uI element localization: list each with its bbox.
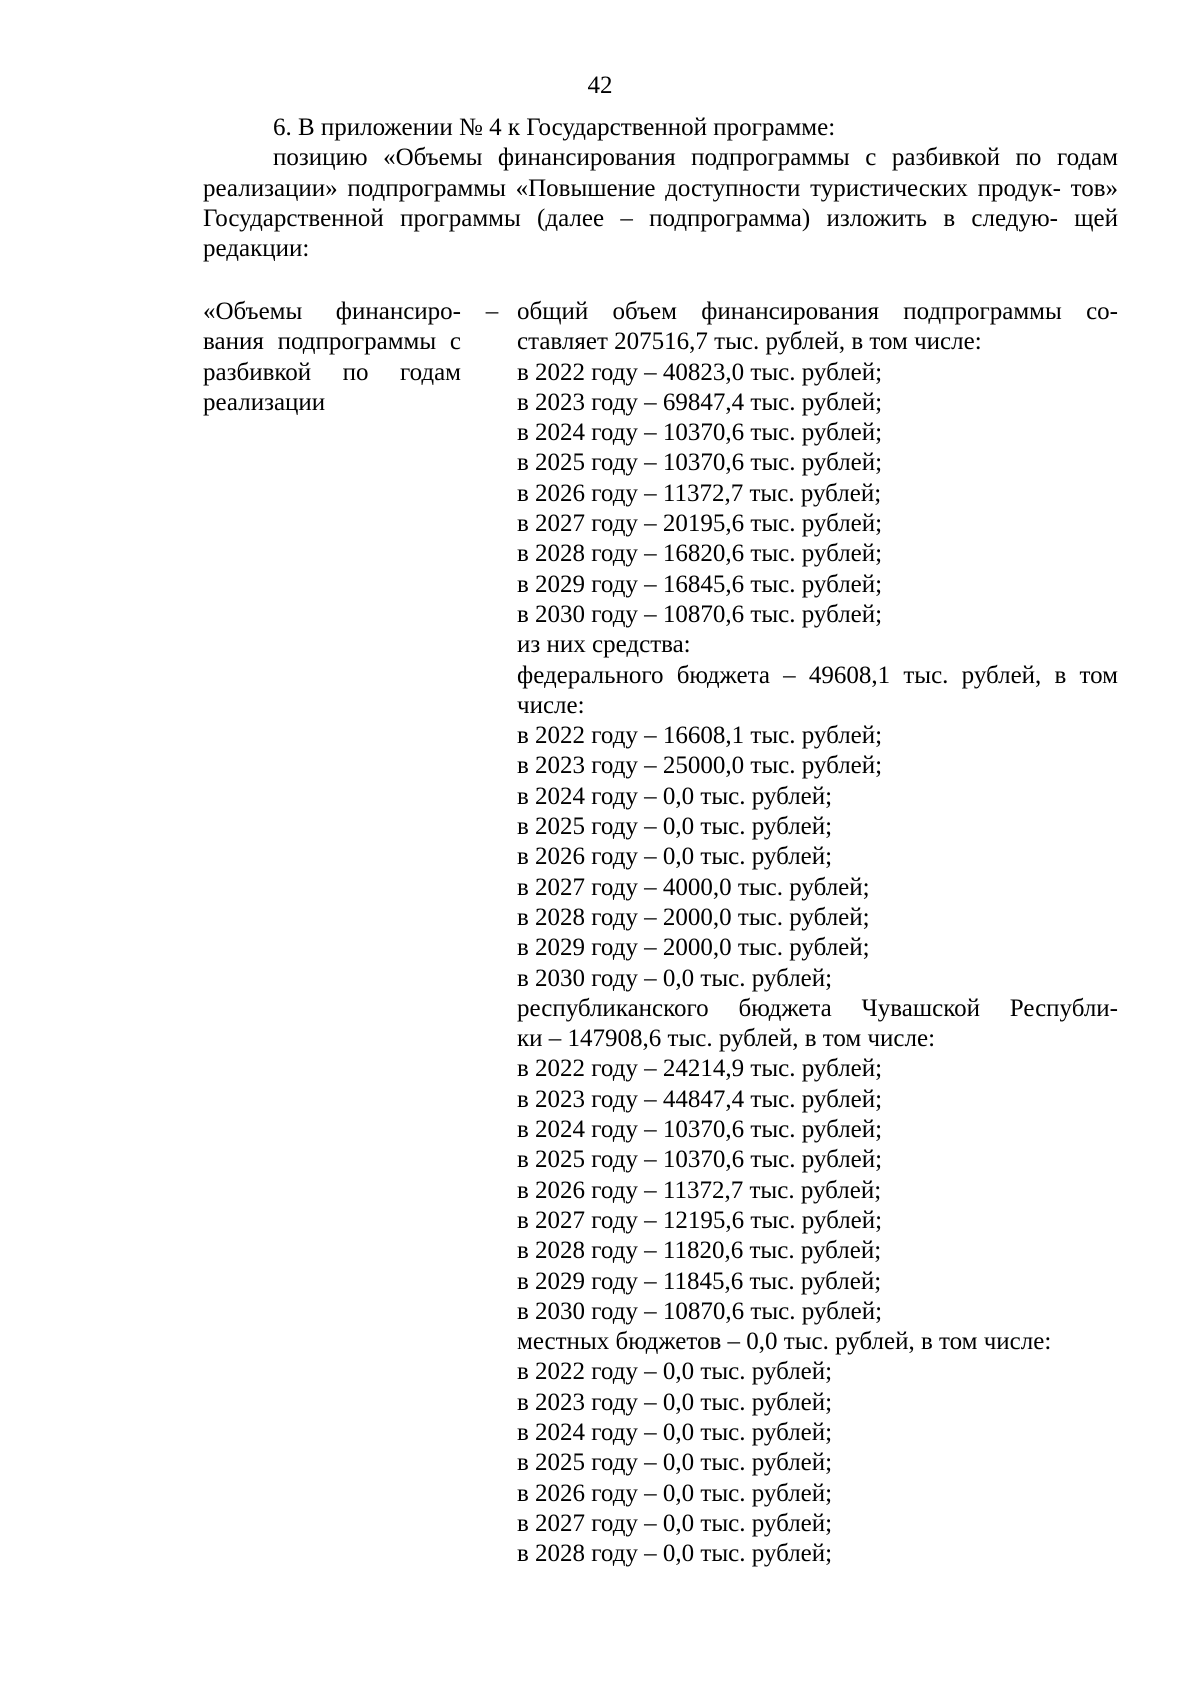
republic-year-item: в 2026 году – 11372,7 тыс. рублей;	[517, 1176, 882, 1204]
republic-year-item: в 2023 году – 44847,4 тыс. рублей;	[517, 1085, 883, 1113]
total-year-item: в 2026 году – 11372,7 тыс. рублей;	[517, 479, 882, 507]
federal-year-item: в 2029 году – 2000,0 тыс. рублей;	[517, 934, 870, 962]
total-year-item: в 2028 году – 16820,6 тыс. рублей;	[517, 540, 883, 568]
point-heading: 6. В приложении № 4 к Государственной программе:	[273, 114, 836, 141]
position-content	[517, 297, 1118, 1569]
republic-year-item: в 2030 году – 10870,6 тыс. рублей;	[517, 1297, 883, 1325]
federal-year-item: в 2030 году – 0,0 тыс. рублей;	[517, 964, 833, 992]
position-dash: –	[485, 298, 499, 325]
federal-line: федерального бюджета – 49608,1 тыс. рублей, в том	[517, 661, 1118, 689]
local-line: местных бюджетов – 0,0 тыс. рублей, в том числе:	[517, 1328, 1052, 1356]
intro-section	[203, 113, 1118, 264]
federal-year-item: в 2026 году – 0,0 тыс. рублей;	[517, 843, 833, 871]
total-line: ставляет 207516,7 тыс. рублей, в том числе:	[517, 328, 982, 356]
local-year-item: в 2024 году – 0,0 тыс. рублей;	[517, 1418, 833, 1446]
federal-years-list	[517, 721, 1118, 994]
total-year-item: в 2029 году – 16845,6 тыс. рублей;	[517, 570, 883, 598]
total-year-item: в 2027 году – 20195,6 тыс. рублей;	[517, 510, 883, 538]
republic-year-item: в 2022 году – 24214,9 тыс. рублей;	[517, 1055, 883, 1083]
total-year-item: в 2030 году – 10870,6 тыс. рублей;	[517, 600, 883, 628]
total-year-item: в 2025 году – 10370,6 тыс. рублей;	[517, 449, 883, 477]
position-title-line: вания подпрограммы с	[203, 328, 461, 356]
page-number: 42	[587, 72, 613, 99]
total-year-item: в 2023 году – 69847,4 тыс. рублей;	[517, 388, 883, 416]
federal-year-item: в 2024 году – 0,0 тыс. рублей;	[517, 782, 833, 810]
republic-year-item: в 2029 году – 11845,6 тыс. рублей;	[517, 1267, 882, 1295]
position-title-line: «Объемы финансиро-	[203, 298, 461, 325]
position-title-line: разбивкой по годам	[203, 358, 461, 386]
position-title-line: реализации	[203, 388, 326, 416]
federal-line: числе:	[517, 691, 585, 719]
republic-year-item: в 2025 году – 10370,6 тыс. рублей;	[517, 1146, 883, 1174]
federal-year-item: в 2022 году – 16608,1 тыс. рублей;	[517, 722, 883, 750]
local-years-list	[517, 1357, 1118, 1569]
local-year-item: в 2022 году – 0,0 тыс. рублей;	[517, 1358, 833, 1386]
local-year-item: в 2023 году – 0,0 тыс. рублей;	[517, 1388, 833, 1416]
of-which-label: из них средства:	[517, 631, 691, 659]
republic-year-item: в 2027 году – 12195,6 тыс. рублей;	[517, 1206, 883, 1234]
total-years-list	[517, 358, 1118, 631]
position-title	[203, 297, 461, 418]
republic-line: республиканского бюджета Чувашской Республи-	[517, 994, 1118, 1022]
federal-year-item: в 2025 году – 0,0 тыс. рублей;	[517, 813, 833, 841]
federal-year-item: в 2027 году – 4000,0 тыс. рублей;	[517, 873, 870, 901]
local-year-item: в 2028 году – 0,0 тыс. рублей;	[517, 1540, 833, 1568]
intro-paragraph: позицию «Объемы финансирования подпрограммы с разбивкой по годам реализации» подпрограммы «Повышение доступности туристических продук- тов» Государственной программы (далее – подпрограмма) изложить в следую- щей редакции:	[203, 144, 1118, 263]
federal-year-item: в 2023 году – 25000,0 тыс. рублей;	[517, 752, 883, 780]
local-year-item: в 2027 году – 0,0 тыс. рублей;	[517, 1509, 833, 1537]
local-year-item: в 2026 году – 0,0 тыс. рублей;	[517, 1479, 833, 1507]
republic-years-list	[517, 1054, 1118, 1327]
republic-year-item: в 2028 году – 11820,6 тыс. рублей;	[517, 1237, 882, 1265]
total-line: общий объем финансирования подпрограммы со-	[517, 298, 1118, 325]
total-year-item: в 2024 году – 10370,6 тыс. рублей;	[517, 419, 883, 447]
republic-year-item: в 2024 году – 10370,6 тыс. рублей;	[517, 1116, 883, 1144]
republic-line: ки – 147908,6 тыс. рублей, в том числе:	[517, 1025, 936, 1053]
local-year-item: в 2025 году – 0,0 тыс. рублей;	[517, 1449, 833, 1477]
total-year-item: в 2022 году – 40823,0 тыс. рублей;	[517, 358, 883, 386]
federal-year-item: в 2028 году – 2000,0 тыс. рублей;	[517, 903, 870, 931]
